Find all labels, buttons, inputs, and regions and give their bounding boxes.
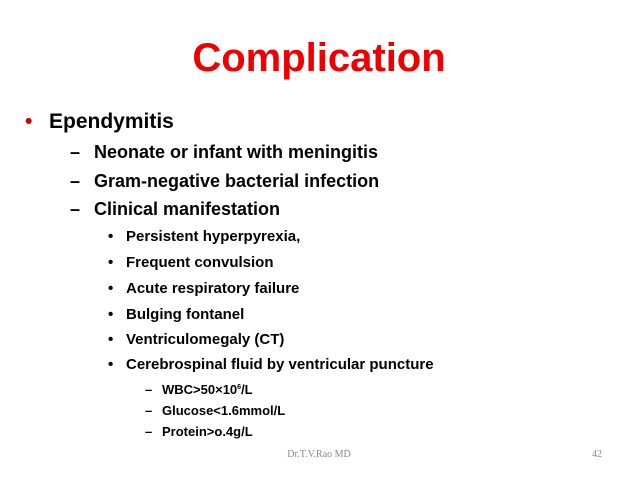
sub-item-neonate xyxy=(70,142,378,163)
sub-item-gram-negative xyxy=(70,171,379,192)
clinical-item-csf xyxy=(108,356,434,373)
bullet-dot-icon: • xyxy=(108,228,114,245)
dash-icon: – xyxy=(70,142,81,162)
csf-protein-text: Protein>o.4g/L xyxy=(162,424,253,439)
bullet-dot-icon: • xyxy=(108,280,114,297)
clinical-item-hyperpyrexia xyxy=(108,228,300,245)
clinical-item-respiratory-failure xyxy=(108,280,299,297)
dash-icon: – xyxy=(70,171,81,191)
csf-glucose-text: Glucose<1.6mmol/L xyxy=(162,403,286,418)
clinical-item-text: Frequent convulsion xyxy=(126,254,274,271)
dash-icon: – xyxy=(70,199,81,219)
csf-wbc-suffix: /L xyxy=(241,382,253,397)
sub-item-text: Clinical manifestation xyxy=(94,199,281,219)
clinical-item-text: Bulging fontanel xyxy=(126,306,245,323)
dash-icon: – xyxy=(145,424,153,439)
bullet-dot-icon: • xyxy=(108,331,114,348)
bullet-dot-icon: • xyxy=(108,254,114,271)
clinical-item-bulging-fontanel xyxy=(108,306,244,323)
page-number: 42 xyxy=(592,449,602,460)
csf-wbc-prefix: WBC>50×10 xyxy=(162,382,238,397)
footer-author: Dr.T.V.Rao MD xyxy=(287,449,351,460)
dash-icon: – xyxy=(145,382,153,397)
clinical-item-text: Ventriculomegaly (CT) xyxy=(126,331,285,348)
csf-wbc-exponent: 6 xyxy=(237,384,242,391)
clinical-item-text: Acute respiratory failure xyxy=(126,280,300,297)
bullet-dot-icon: • xyxy=(25,110,33,133)
bullet-dot-icon: • xyxy=(108,356,114,373)
main-bullet-text: Ependymitis xyxy=(49,110,174,133)
csf-item-glucose xyxy=(145,403,285,418)
slide-title: Complication xyxy=(192,36,446,80)
clinical-item-text: Cerebrospinal fluid by ventricular puncture xyxy=(126,356,434,373)
main-bullet xyxy=(25,110,174,134)
csf-item-protein xyxy=(145,424,253,439)
sub-item-text: Gram-negative bacterial infection xyxy=(94,171,380,191)
clinical-item-ventriculomegaly xyxy=(108,331,284,348)
csf-item-wbc xyxy=(145,382,253,397)
sub-item-clinical xyxy=(70,199,280,220)
clinical-item-text: Persistent hyperpyrexia, xyxy=(126,228,301,245)
dash-icon: – xyxy=(145,403,153,418)
sub-item-text: Neonate or infant with meningitis xyxy=(94,142,379,162)
clinical-item-convulsion xyxy=(108,254,274,271)
bullet-dot-icon: • xyxy=(108,306,114,323)
